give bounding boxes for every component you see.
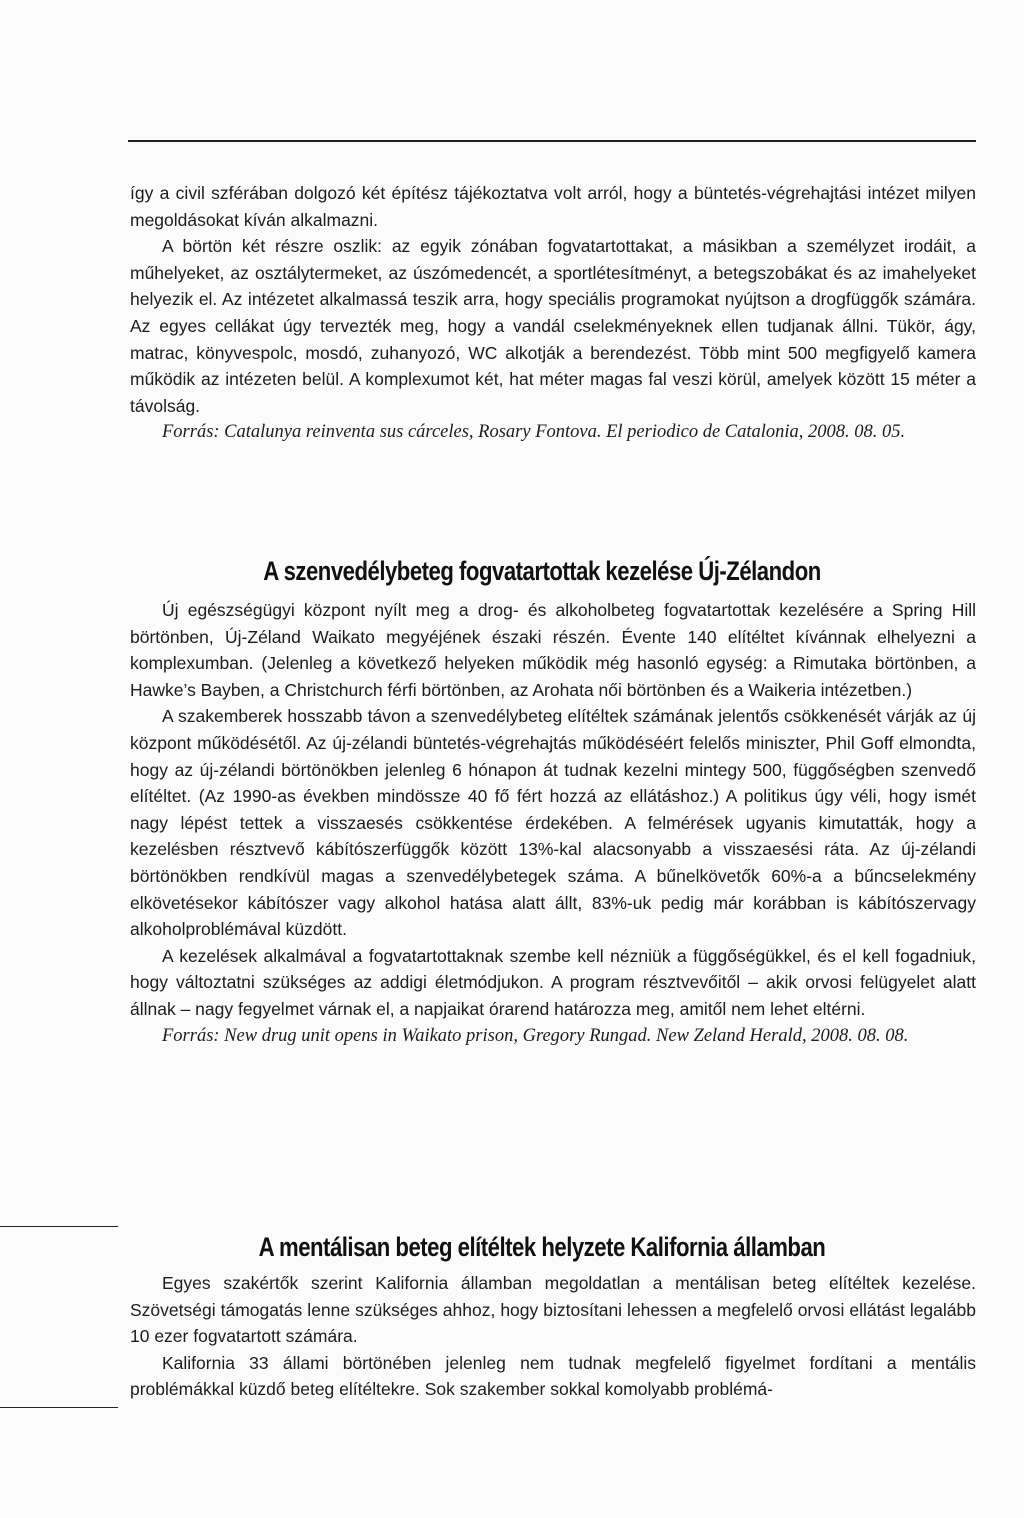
nz-section	[130, 597, 976, 1049]
source-citation: Forrás: New drug unit opens in Waikato prison, Gregory Rungad. New Zeland Herald, 2008. 08. 08.	[162, 1025, 909, 1046]
margin-rule	[0, 1407, 118, 1408]
source-citation: Forrás: Catalunya reinventa sus cárceles, Rosary Fontova. El periodico de Catalonia, 2008. 08. 05.	[162, 422, 906, 443]
body-paragraph: Egyes szakértők szerint Kalifornia államban megoldatlan a mentálisan beteg elítéltek kezelése. Szövetségi támogatás lenne szükséges ahhoz, hogy biztosítani lehessen a megfelelő orvosi ellátást legalább 10 ezer fogvatartott számára.	[130, 1273, 976, 1347]
section-heading: A mentálisan beteg elítéltek helyzete Kalifornia államban	[258, 1232, 826, 1262]
section-heading: A szenvedélybeteg fogvatartottak kezelése Új-Zélandon	[263, 556, 821, 586]
california-section	[130, 1270, 976, 1403]
body-paragraph: így a civil szférában dolgozó két építész tájékoztatva volt arról, hogy a büntetés-végrehajtási intézet milyen megoldásokat kíván alkalmazni.	[130, 183, 976, 230]
body-paragraph: A kezelések alkalmával a fogvatartottaknak szembe kell nézniük a függőségükkel, és el kell fogadniuk, hogy változtatni szükséges az addigi életmódjukon. A program résztvevőitől – akik orvosi felügyelet alatt állnak – nagy fegyelmet várnak el, a napjaikat órarend határozza meg, amitől nem lehet eltérni.	[130, 945, 976, 1019]
intro-section	[130, 180, 976, 446]
margin-rule	[0, 1226, 118, 1227]
top-divider-rule	[128, 140, 976, 142]
section-heading-nz-wrapper	[60, 556, 1024, 587]
body-paragraph: A szakemberek hosszabb távon a szenvedélybeteg elítéltek számának jelentős csökkenését várják az új központ működésétől. Az új-zélandi büntetés-végrehajtás működéséért felelős miniszter, Phil Goff elmondta, hogy az új-zélandi börtönökben jelenleg 6 hónapon át tudnak kezelni mintegy 500, függőségben szenvedő elítéltet. (Az 1990-as években mindössze 40 fő fért hozzá az ellátáshoz.) A politikus úgy véli, hogy ismét nagy lépést tettek a visszaesés csökkentése érdekében. A felmérések ugyanis kimutatták, hogy a kezelésben résztvevő kábítószerfüggők között 13%-kal alacsonyabb a visszaesési ráta. Az új-zélandi börtönökben rendkívül magas a szenvedélybetegek száma. A bűnelkövetők 60%-a a bűncselekmény elkövetésekor kábítószer vagy alkohol hatása alatt állt, 83%-uk pedig már korábban is kábítószervagy alkoholproblémával küzdött.	[130, 706, 976, 940]
body-paragraph: Új egészségügyi központ nyílt meg a drog- és alkoholbeteg fogvatartottak kezelésére a Spring Hill börtönben, Új-Zéland Waikato megyéjének északi részén. Évente 140 elítéltet kívánnak elhelyezni a komplexumban. (Jelenleg a következő helyeken működik még hasonló egység: a Rimutaka börtönben, a Hawke’s Bayben, a Christchurch férfi börtönben, az Arohata női börtönben és a Waikeria intézetben.)	[130, 600, 976, 700]
body-paragraph: A börtön két részre oszlik: az egyik zónában fogvatartottakat, a másikban a személyzet irodáit, a műhelyeket, az osztálytermeket, az úszómedencét, a sportlétesítményt, a betegszobákat és az imahelyeket helyezik el. Az intézetet alkalmassá teszik arra, hogy speciális programokat nyújtson a drogfüggők számára. Az egyes cellákat úgy tervezték meg, hogy a vandál cselekményeknek ellen tudjanak állni. Tükör, ágy, matrac, könyvespolc, mosdó, zuhanyozó, WC alkotják a berendezést. Több mint 500 megfigyelő kamera működik az intézeten belül. A komplexumot két, hat méter magas fal veszi körül, amelyek között 15 méter a távolság.	[130, 236, 976, 416]
body-paragraph: Kalifornia 33 állami börtönében jelenleg nem tudnak megfelelő figyelmet fordítani a mentális problémákkal küzdő beteg elítéltekre. Sok szakember sokkal komolyabb problémá-	[130, 1352, 976, 1400]
section-heading-ca-wrapper	[60, 1232, 1024, 1263]
